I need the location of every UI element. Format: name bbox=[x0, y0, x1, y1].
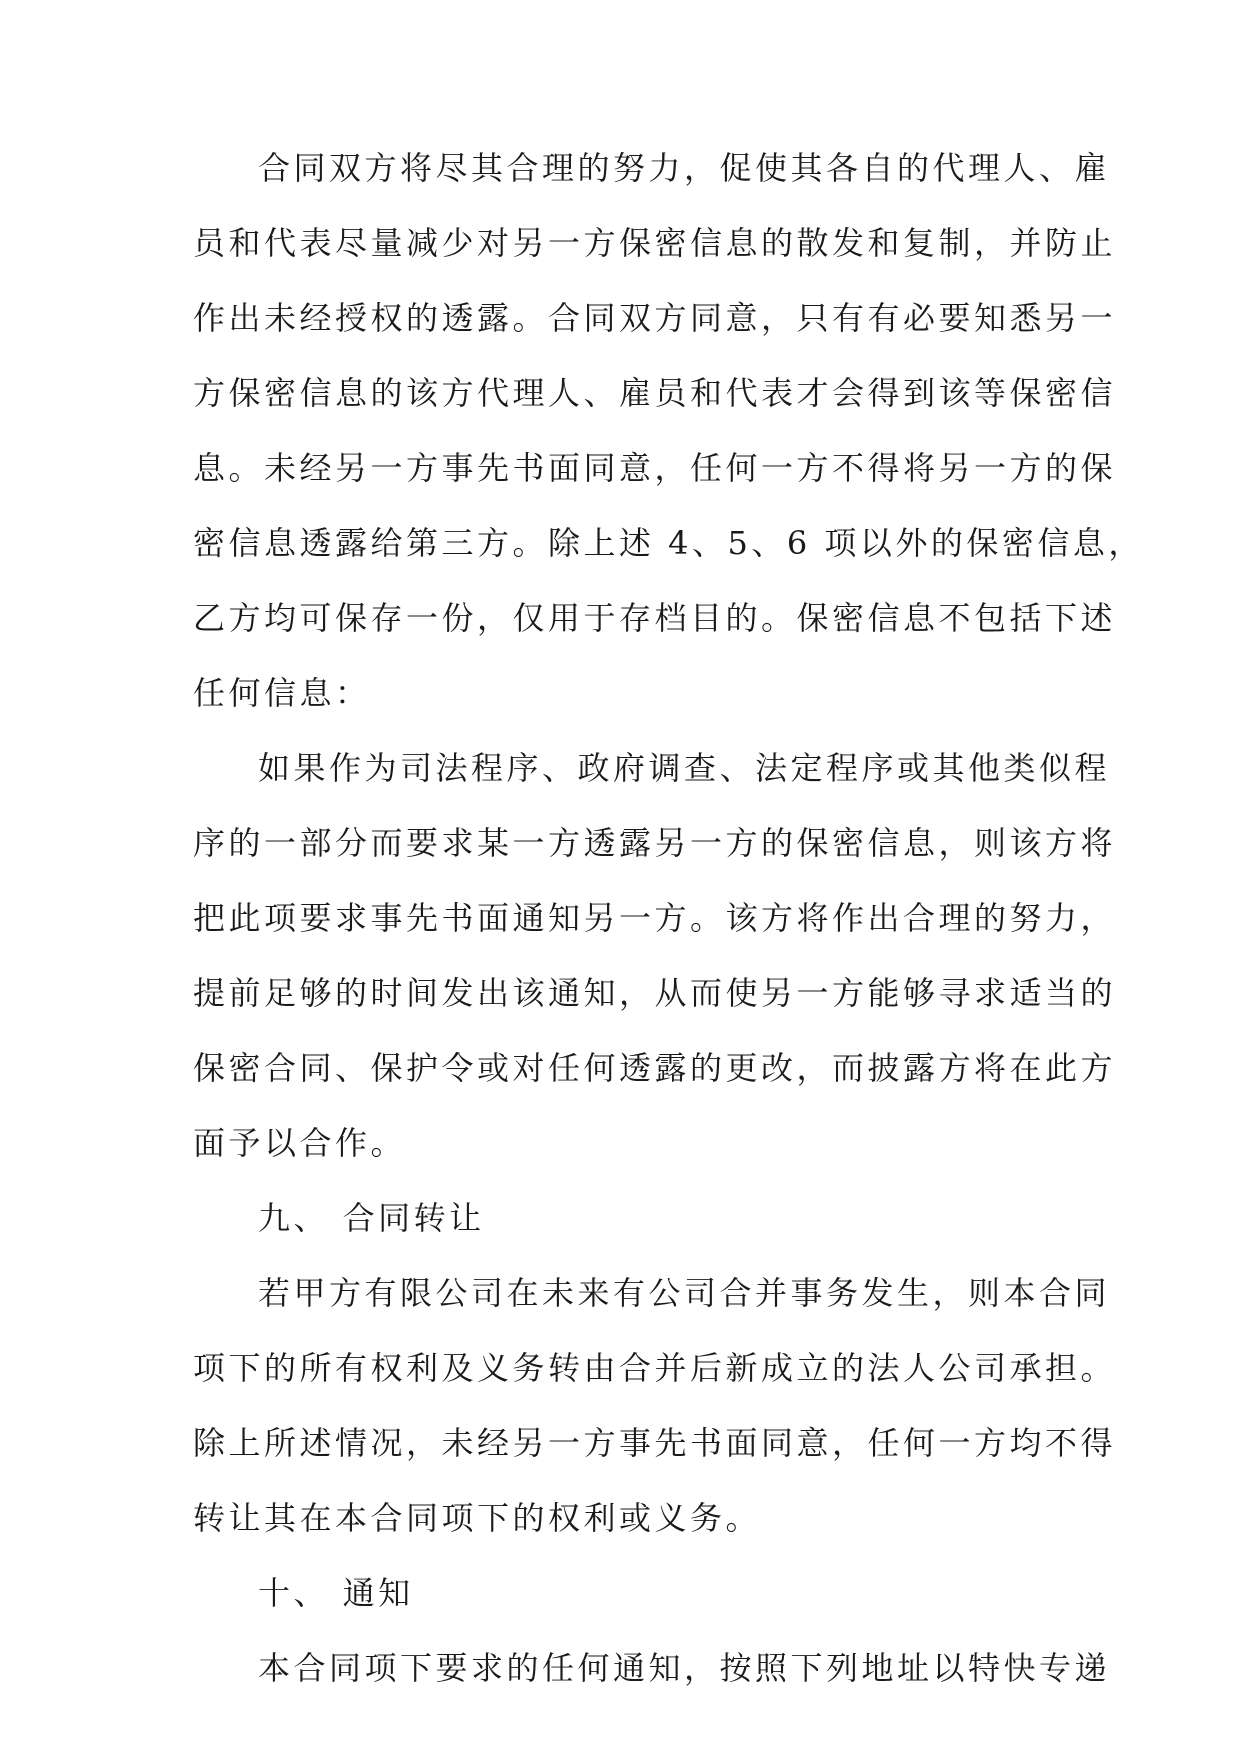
paragraph-line: 项下的所有权利及义务转由合并后新成立的法人公司承担。 bbox=[193, 1349, 1117, 1387]
paragraph-line: 保密合同、保护令或对任何透露的更改，而披露方将在此方 bbox=[193, 1049, 1117, 1087]
paragraph-line: 把此项要求事先书面通知另一方。该方将作出合理的努力， bbox=[193, 899, 1117, 937]
paragraph-line: 乙方均可保存一份，仅用于存档目的。保密信息不包括下述 bbox=[193, 599, 1117, 637]
paragraph-line: 员和代表尽量减少对另一方保密信息的散发和复制，并防止 bbox=[193, 224, 1117, 262]
paragraph-line: 若甲方有限公司在未来有公司合并事务发生，则本合同 bbox=[258, 1274, 1111, 1312]
paragraph-line: 息。未经另一方事先书面同意，任何一方不得将另一方的保 bbox=[193, 449, 1117, 487]
paragraph-line: 方保密信息的该方代理人、雇员和代表才会得到该等保密信 bbox=[193, 374, 1117, 412]
paragraph-line: 转让其在本合同项下的权利或义务。 bbox=[193, 1499, 762, 1537]
paragraph-line: 如果作为司法程序、政府调查、法定程序或其他类似程 bbox=[258, 749, 1111, 787]
section-heading: 十、 通知 bbox=[258, 1574, 414, 1612]
paragraph-line: 本合同项下要求的任何通知，按照下列地址以特快专递 bbox=[258, 1649, 1111, 1687]
paragraph-line: 提前足够的时间发出该通知，从而使另一方能够寻求适当的 bbox=[193, 974, 1117, 1012]
paragraph-line: 密信息透露给第三方。除上述 4、5、6 项以外的保密信息， bbox=[193, 524, 1144, 562]
paragraph-line: 任何信息： bbox=[193, 674, 371, 712]
paragraph-line: 合同双方将尽其合理的努力，促使其各自的代理人、雇 bbox=[258, 149, 1111, 187]
paragraph-line: 作出未经授权的透露。合同双方同意，只有有必要知悉另一 bbox=[193, 299, 1117, 337]
paragraph-line: 序的一部分而要求某一方透露另一方的保密信息，则该方将 bbox=[193, 824, 1117, 862]
section-heading: 九、 合同转让 bbox=[258, 1199, 485, 1237]
paragraph-line: 除上所述情况，未经另一方事先书面同意，任何一方均不得 bbox=[193, 1424, 1117, 1462]
paragraph-line: 面予以合作。 bbox=[193, 1124, 407, 1162]
